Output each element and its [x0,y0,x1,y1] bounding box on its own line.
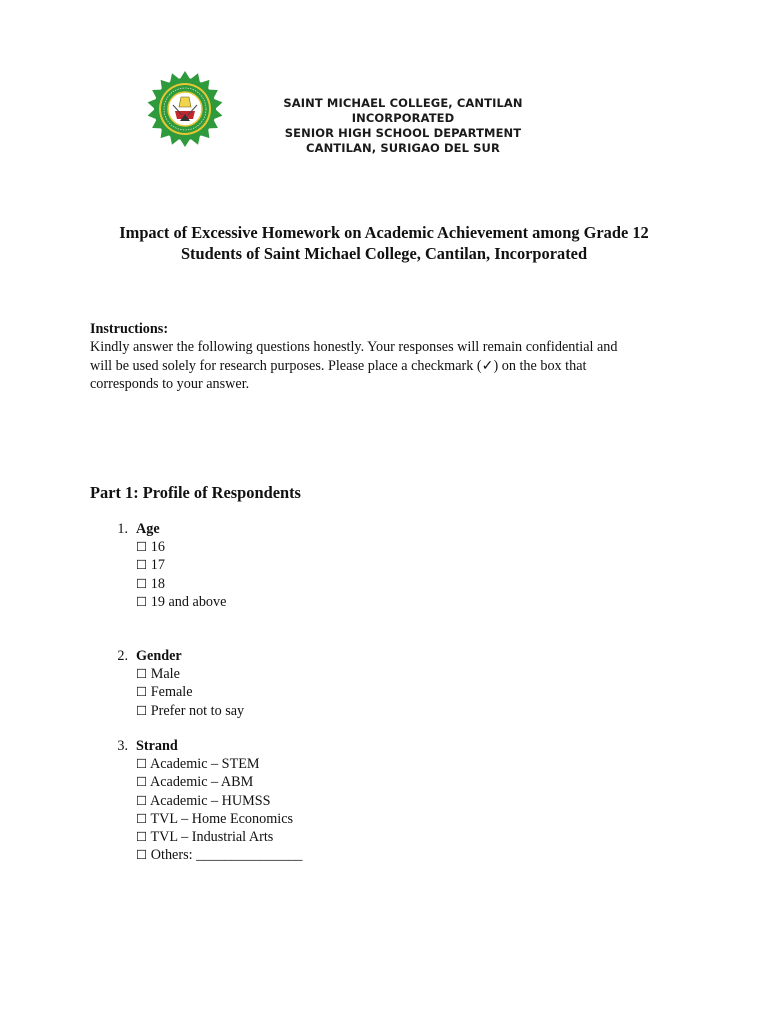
option-academic-abm [136,773,303,791]
checkbox[interactable]: ☐ [136,575,148,591]
question-number: 2. [117,648,128,664]
option-academic-stem [136,755,303,773]
question-label: Age [136,521,160,537]
option-label: TVL – Industrial Arts [150,829,274,845]
option-label: Academic – HUMSS [149,792,271,809]
school-header [138,70,578,155]
checkbox[interactable]: ☐ [136,557,148,573]
instructions-heading: Instructions: [90,321,169,337]
checkbox[interactable]: ☐ [136,666,148,682]
school-name: SAINT MICHAEL COLLEGE, CANTILAN INCORPORATED [283,96,523,125]
checkbox[interactable]: ☐ [136,774,148,790]
option-label: Academic – ABM [149,774,254,791]
option-18 [136,575,226,593]
checkbox[interactable]: ☐ [136,829,148,844]
option-label: Male [150,666,180,683]
school-seal-logo [138,70,232,148]
option-list [136,538,226,611]
instructions-line-3: corresponds to your answer. [90,375,250,392]
school-header-text [233,96,573,156]
instructions-line-1: Kindly answer the following questions honestly. Your responses will remain confidential and [90,339,618,356]
option-label: 16 [150,539,165,556]
option-17 [136,556,226,574]
checkbox[interactable]: ☐ [136,593,148,609]
instructions-line-2: will be used solely for research purposes. Please place a checkmark (✓) on the box that [90,357,587,374]
checkbox[interactable]: ☐ [136,756,148,772]
option-female [136,683,244,701]
instructions-block [90,320,670,393]
option-label: Female [150,684,193,701]
title-line-2: Students of Saint Michael College, Cantilan, Incorporated [180,244,588,263]
option-list [136,665,244,720]
question-label: Strand [136,738,178,754]
option-label: 18 [150,575,165,592]
option-label: Prefer not to say [150,702,245,719]
option-prefer-not-to-say [136,702,244,720]
checkbox[interactable]: ☐ [136,684,148,700]
department-name: SENIOR HIGH SCHOOL DEPARTMENT [284,126,522,140]
option-label: 17 [150,557,165,574]
part-1-heading: Part 1: Profile of Respondents [90,483,301,502]
checkbox[interactable]: ☐ [136,702,148,718]
checkbox[interactable]: ☐ [136,539,148,555]
option-tvl-home-economics [136,810,303,828]
option-male [136,665,244,683]
option-label: Others: _______________ [150,847,303,864]
title-line-1: Impact of Excessive Homework on Academic Achievement among Grade 12 [119,223,649,242]
checkbox[interactable]: ☐ [136,847,148,863]
option-19-and-above [136,593,226,611]
option-academic-humss [136,792,303,810]
option-label: Academic – STEM [149,756,260,773]
option-tvl-industrial-arts [136,828,303,846]
document-title [70,222,698,264]
school-address: CANTILAN, SURIGAO DEL SUR [306,141,500,155]
option-label: 19 and above [150,593,227,610]
option-list [136,755,303,864]
question-number: 3. [117,738,128,754]
question-label: Gender [136,648,182,664]
question-number: 1. [117,521,128,537]
option-label: TVL – Home Economics [150,810,294,827]
checkbox[interactable]: ☐ [136,792,148,808]
checkbox[interactable]: ☐ [136,810,148,826]
option-others [136,846,303,864]
option-16 [136,538,226,556]
